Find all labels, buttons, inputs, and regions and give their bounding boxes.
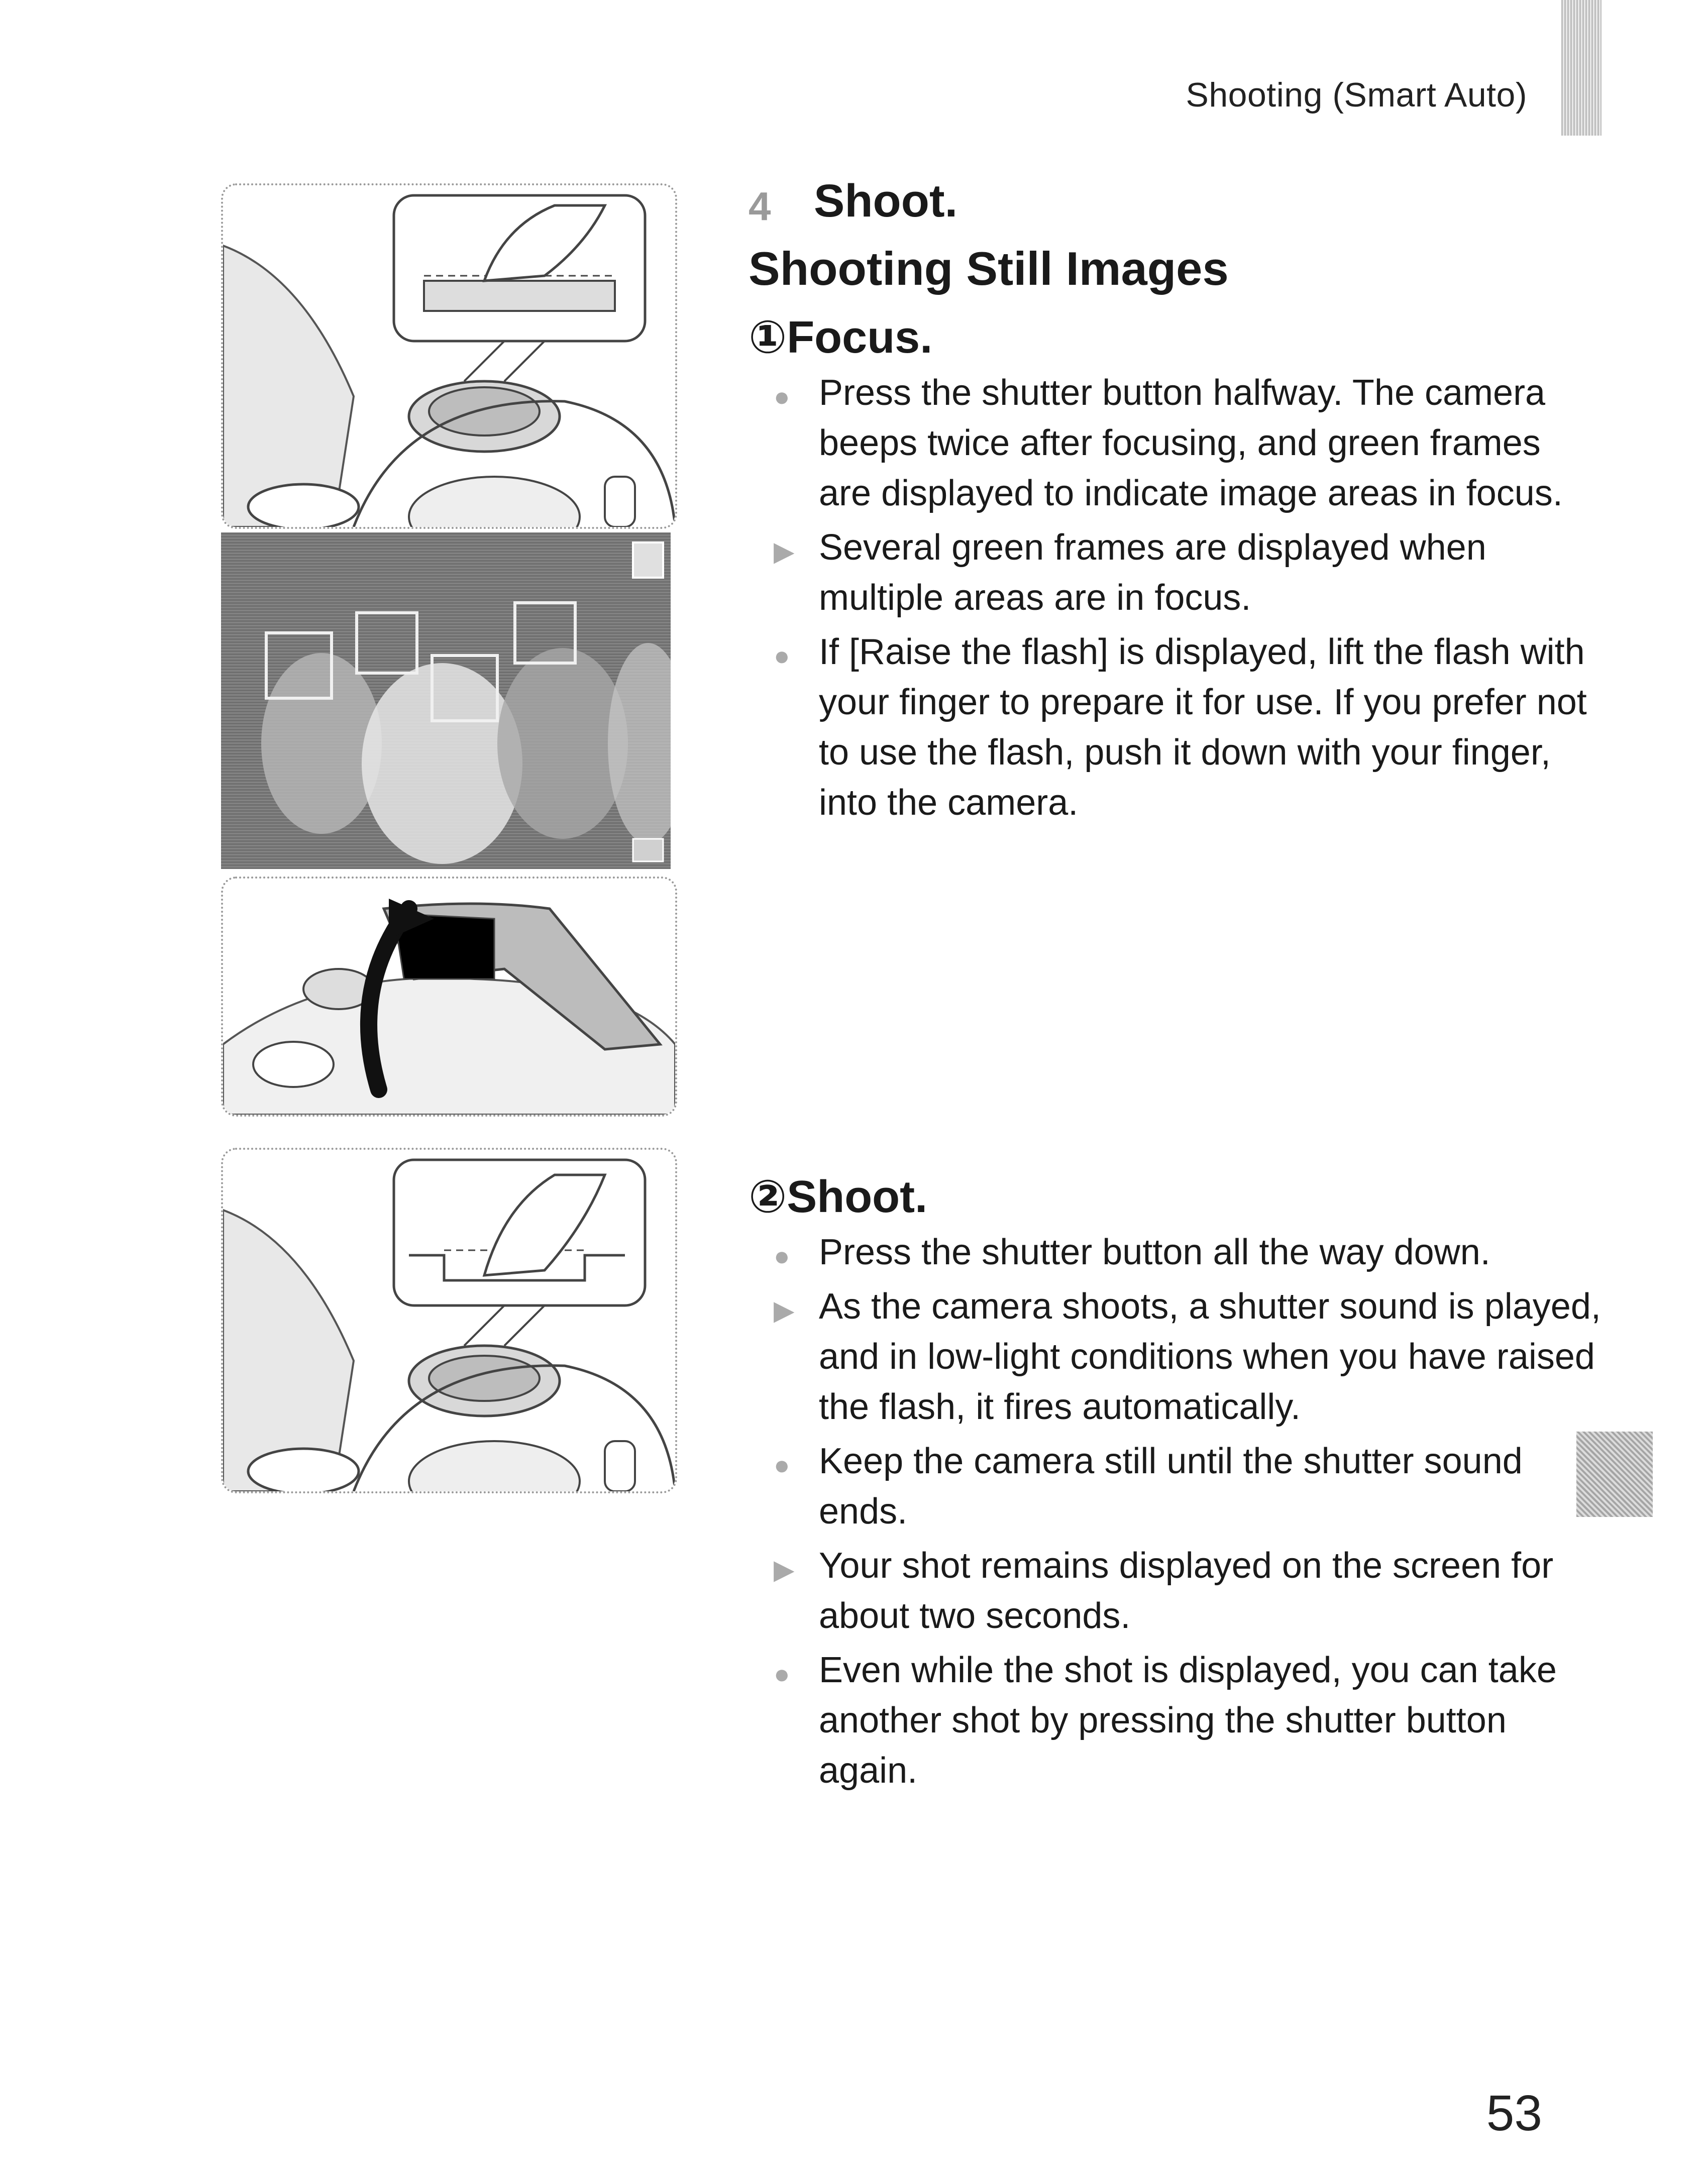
bullet-icon: ● xyxy=(774,1659,790,1689)
step-title: Shoot. xyxy=(814,175,958,227)
edge-tab-top xyxy=(1561,0,1602,136)
substep1-list xyxy=(749,368,1603,828)
result-arrow-icon: ▶ xyxy=(774,536,795,567)
list-item: ● Press the shutter button all the way down. xyxy=(749,1227,1603,1277)
list-item: ● Press the shutter button halfway. The camera beeps twice after focusing, and green frames are displayed to indicate image areas in focus. xyxy=(774,373,1563,514)
bullet-icon: ● xyxy=(774,1241,790,1271)
figure-raise-flash xyxy=(221,877,677,1117)
camera-shutter-illustration xyxy=(223,185,675,527)
substep2-list xyxy=(749,1227,1603,1796)
running-header: Shooting (Smart Auto) xyxy=(1186,76,1527,114)
substep1-title: ①Focus. xyxy=(749,312,933,363)
bullet-icon: ● xyxy=(774,382,790,412)
result-arrow-icon: ▶ xyxy=(774,1295,795,1326)
list-item: ▶ Several green frames are displayed when multiple areas are in focus. xyxy=(774,527,1486,618)
substep2-title: ②Shoot. xyxy=(749,1172,928,1222)
step-heading xyxy=(749,176,1603,227)
list-item: ▶ Your shot remains displayed on the screen for about two seconds. xyxy=(774,1546,1554,1636)
list-item: ▶ As the camera shoots, a shutter sound is played, and in low-light conditions when you have raised the flash, it fires automatically. xyxy=(774,1286,1601,1427)
substep2-section xyxy=(749,1155,1603,1796)
figure-focus-screen xyxy=(221,532,671,869)
list-item: ● If [Raise the flash] is displayed, lift the flash with your finger to prepare it for use. If you prefer not to use the flash, push it down with your finger, into the camera. xyxy=(774,632,1587,823)
list-item: ● Even while the shot is displayed, you can take another shot by pressing the shutter button again. xyxy=(774,1650,1557,1791)
flash-raise-illustration xyxy=(223,879,675,1115)
figure-shutter-full xyxy=(221,1148,677,1493)
page-number: 53 xyxy=(1486,2085,1542,2141)
step-section xyxy=(749,176,1603,828)
bullet-icon: ● xyxy=(774,641,790,672)
section-title: Shooting Still Images xyxy=(749,242,1229,295)
bullet-icon: ● xyxy=(774,1450,790,1480)
camera-shutter-full-illustration xyxy=(223,1150,675,1491)
list-item: ● Keep the camera still until the shutter sound ends. xyxy=(774,1441,1523,1532)
figure-shutter-halfway xyxy=(221,183,677,529)
step-number: 4 xyxy=(749,183,771,229)
face-frames-photo xyxy=(221,532,671,869)
result-arrow-icon: ▶ xyxy=(774,1555,795,1585)
